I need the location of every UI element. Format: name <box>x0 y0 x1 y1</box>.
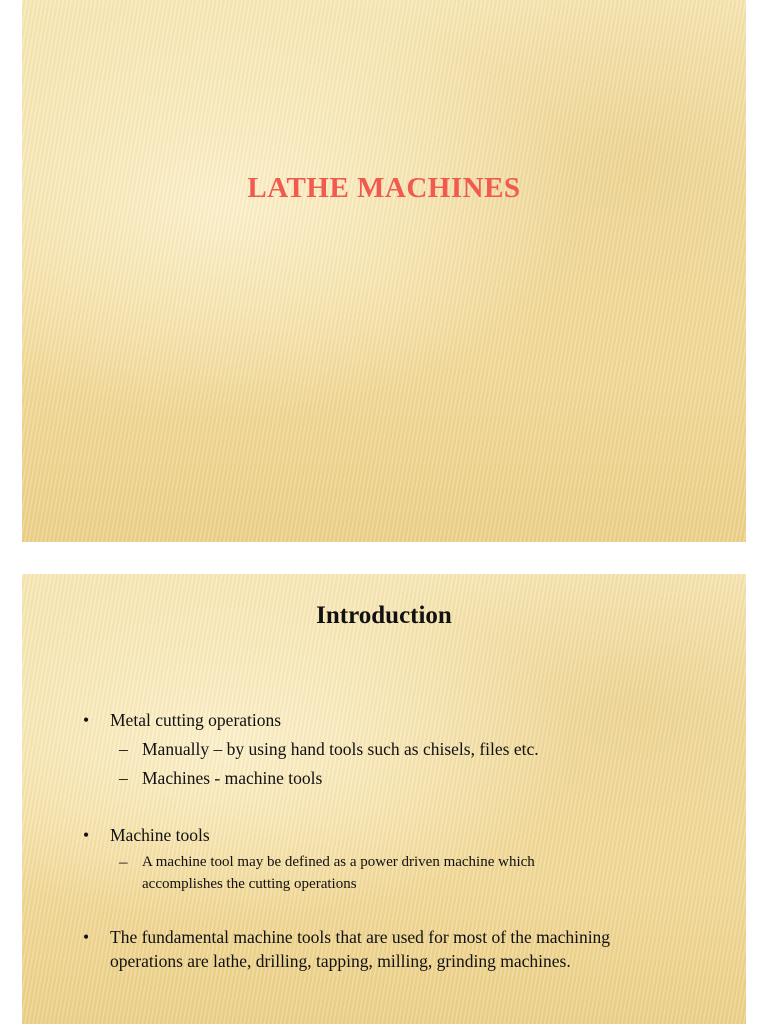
sub-bullet-text: A machine tool may be defined as a power driven machine which accomplishes the cutting operations <box>142 854 535 892</box>
bullet-list <box>22 708 746 973</box>
introduction-heading: Introduction <box>316 602 452 629</box>
bullet-marker: • <box>83 710 90 730</box>
slide-title <box>22 0 746 542</box>
sub-bullet-item <box>22 766 746 790</box>
sub-bullet-item <box>22 737 746 761</box>
bullet-marker: • <box>83 927 90 947</box>
dash-marker: – <box>119 852 128 871</box>
bullet-text: Machine tools <box>110 825 210 845</box>
bullet-item <box>22 823 746 847</box>
sub-bullet-item <box>22 851 746 895</box>
sub-bullet-text: Machines - machine tools <box>142 768 323 788</box>
slide-introduction <box>22 574 746 1024</box>
dash-marker: – <box>119 768 128 788</box>
slide-title-heading: LATHE MACHINES <box>247 172 521 204</box>
bullet-text: The fundamental machine tools that are used for most of the machining operations are lathe, drilling, tapping, milling, grinding machines. <box>110 927 611 971</box>
sub-bullet-text: Manually – by using hand tools such as chisels, files etc. <box>142 739 539 759</box>
dash-marker: – <box>119 739 128 759</box>
bullet-item <box>22 925 746 973</box>
bullet-text: Metal cutting operations <box>110 710 282 730</box>
bullet-marker: • <box>83 825 90 845</box>
bullet-item <box>22 708 746 732</box>
